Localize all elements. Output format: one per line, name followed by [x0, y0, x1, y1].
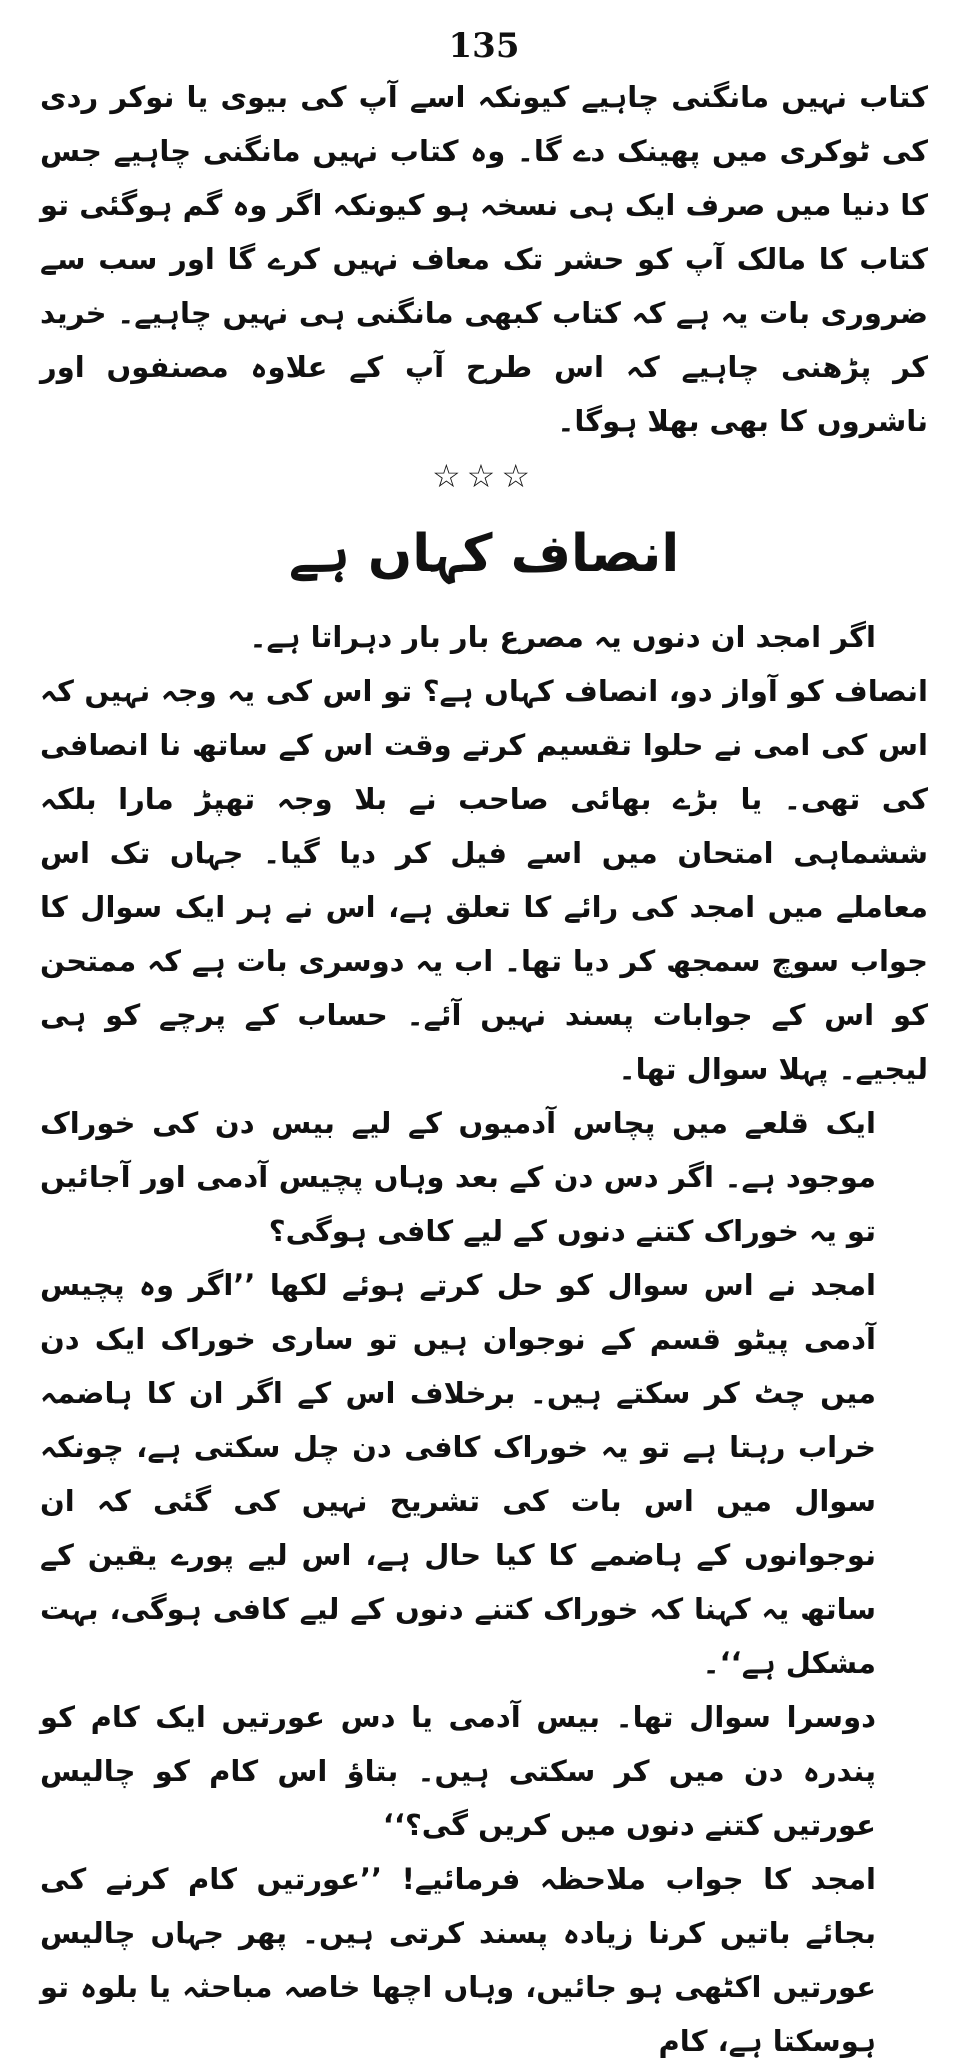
- chapter-heading: انصاف کہاں ہے: [288, 524, 680, 584]
- body-paragraph-3: ایک قلعے میں پچاس آدمیوں کے لیے بیس دن کی خوراک موجود ہے۔ اگر دس دن کے بعد وہاں پچیس آدمی اور آجائیں تو یہ خوراک کتنے دنوں کے لیے کافی ہوگی؟: [40, 1106, 876, 1248]
- intro-section: [40, 70, 928, 448]
- body-paragraph-1: اگر امجد ان دنوں یہ مصرع بار بار دہراتا ہے۔: [249, 620, 876, 654]
- intro-paragraph: کتاب نہیں مانگنی چاہیے کیونکہ اسے آپ کی بیوی یا نوکر ردی کی ٹوکری میں پھینک دے گا۔ وہ کتاب نہیں مانگنی چاہیے جس کا دنیا میں صرف ایک ہی نسخہ ہو کیونکہ اگر وہ گم ہوگئی تو کتاب کا مالک آپ کو حشر تک معاف نہیں کرے گا اور سب سے ضروری بات یہ ہے کہ کتاب کبھی مانگنی ہی نہیں چاہیے۔ خرید کر پڑھنی چاہیے کہ اس طرح آپ کے علاوہ مصنفوں اور ناشروں کا بھی بھلا ہوگا۔: [40, 80, 928, 438]
- chapter-body: [40, 610, 928, 2068]
- section-separator-stars: ☆☆☆: [431, 457, 537, 495]
- body-paragraph-2: انصاف کو آواز دو، انصاف کہاں ہے؟ تو اس کی یہ وجہ نہیں کہ اس کی امی نے حلوا تقسیم کرتے وقت اس کے ساتھ نا انصافی کی تھی۔ یا بڑے بھائی صاحب نے بلا وجہ تھپڑ مارا بلکہ ششماہی امتحان میں اسے فیل کر دیا گیا۔ جہاں تک اس معاملے میں امجد کی رائے کا تعلق ہے، اس نے ہر ایک سوال کا جواب سوچ سمجھ کر دیا تھا۔ اب یہ دوسری بات ہے کہ ممتحن کو اس کے جوابات پسند نہیں آئے۔ حساب کے پرچے کو ہی لیجیے۔ پہلا سوال تھا۔: [40, 674, 928, 1086]
- body-paragraph-5: دوسرا سوال تھا۔ بیس آدمی یا دس عورتیں ایک کام کو پندرہ دن میں کر سکتی ہیں۔ بتاؤ اس کام کو چالیس عورتیں کتنے دنوں میں کریں گی؟‘‘: [40, 1700, 876, 1842]
- body-paragraph-4: امجد نے اس سوال کو حل کرتے ہوئے لکھا ’’اگر وہ پچیس آدمی پیٹو قسم کے نوجوان ہیں تو ساری خوراک ایک دن میں چٹ کر سکتے ہیں۔ برخلاف اس کے اگر ان کا ہاضمہ خراب رہتا ہے تو یہ خوراک کافی دن چل سکتی ہے، چونکہ سوال میں اس بات کی تشریح نہیں کی گئی کہ ان نوجوانوں کے ہاضمے کا کیا حال ہے، اس لیے پورے یقین کے ساتھ یہ کہنا کہ خوراک کتنے دنوں کے لیے کافی ہوگی، بہت مشکل ہے‘‘۔: [40, 1268, 876, 1680]
- page-number: 135: [448, 26, 520, 66]
- body-paragraph-6: امجد کا جواب ملاحظہ فرمائیے! ’’عورتیں کام کرنے کی بجائے باتیں کرنا زیادہ پسند کرتی ہیں۔ پھر جہاں چالیس عورتیں اکٹھی ہو جائیں، وہاں اچھا خاصہ مباحثہ یا بلوہ تو ہوسکتا ہے، کام: [40, 1862, 876, 2058]
